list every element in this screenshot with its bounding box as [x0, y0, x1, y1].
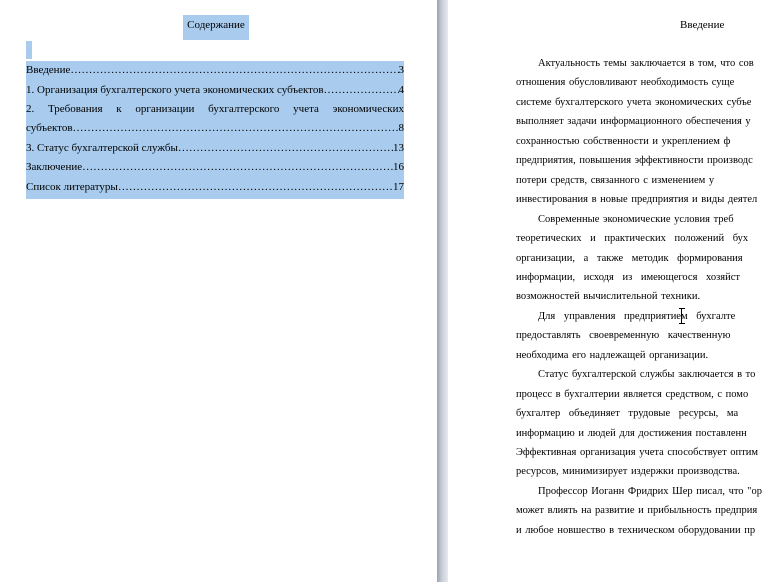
toc-leader — [73, 119, 399, 139]
paragraph-line[interactable]: отношения обусловливают необходимость суще — [516, 77, 735, 89]
toc-page-number: 17 — [393, 181, 404, 193]
paragraph-line[interactable]: Актуальность темы заключается в том, что сов — [538, 58, 754, 69]
toc-entry-text: Заключение — [26, 161, 83, 173]
paragraph-line[interactable]: и любое новшество в техническом оборудовании пр — [516, 524, 756, 536]
toc-entry-text: субъектов — [26, 122, 73, 134]
paragraph-line[interactable]: возможностей вычислительной техники. — [516, 291, 701, 303]
paragraph-line[interactable]: бухгалтер объединяет трудовые ресурсы, ма — [516, 408, 739, 420]
toc-leader — [82, 158, 393, 178]
paragraph-line[interactable]: предприятия, повышения эффективности производс — [516, 155, 753, 167]
paragraph-line[interactable]: системе бухгалтерского учета экономических субъе — [516, 96, 752, 108]
paragraph-line[interactable]: ресурсов, минимизирует издержки производства. — [516, 466, 740, 478]
paragraph-line[interactable]: может влиять на развитие и прибыльность предприя — [516, 505, 758, 517]
paragraph-line[interactable]: теоретических и практических положений бух — [516, 233, 749, 245]
paragraph-line[interactable]: выполняет задачи информационного обеспечения у — [516, 116, 751, 128]
paragraph-line[interactable]: Профессор Иоганн Фридрих Шер писал, что "ор — [538, 485, 762, 497]
toc-leader — [178, 139, 393, 159]
paragraph-line[interactable]: необходима его надлежащей организации. — [516, 349, 709, 361]
toc-entry-introduction[interactable] — [26, 61, 404, 81]
toc-page-number: 16 — [393, 161, 404, 173]
paragraph-line[interactable]: Для управления предприятием бухгалте — [538, 310, 736, 322]
paragraph-line[interactable]: предоставлять своевременную качественную — [516, 330, 731, 342]
toc-entry-text: 2. Требования к организации бухгалтерского учета экономических — [26, 103, 404, 115]
paragraph-line[interactable]: Эффективная организация учета способствует оптим — [516, 447, 758, 458]
toc-entry-chapter-2-line1[interactable] — [26, 100, 404, 120]
toc-entry-conclusion[interactable] — [26, 158, 404, 178]
paragraph-line[interactable]: организации, а также методик формирования — [516, 252, 743, 264]
toc-entry-text: Список литературы — [26, 181, 118, 193]
toc-page-number: 8 — [398, 122, 404, 134]
paragraph-line[interactable]: потери средств, связанного с изменением у — [516, 174, 715, 186]
paragraph-line[interactable]: информации, исходя из имеющегося хозяйст — [516, 271, 740, 283]
toc-entry-text: Введение — [26, 64, 71, 76]
toc-leader — [70, 61, 398, 81]
paragraph-line[interactable]: процесс в бухгалтерии является средством, с помо — [516, 388, 749, 400]
toc-page-number: 4 — [398, 84, 404, 96]
toc-entry-chapter-2-line2[interactable] — [26, 119, 404, 139]
paragraph-line[interactable]: инвестирования в новые предприятия и виды деятел — [516, 194, 758, 206]
toc-leader — [118, 178, 393, 198]
toc-page-number: 13 — [393, 142, 404, 154]
toc-entry-chapter-1[interactable] — [26, 81, 404, 101]
text-cursor-ibeam — [681, 308, 683, 324]
paragraph-line[interactable]: Статус бухгалтерской службы заключается в то — [538, 369, 756, 381]
paragraph-line[interactable]: информацию и людей для достижения поставленн — [516, 427, 747, 439]
toc-entry-chapter-3[interactable] — [26, 139, 404, 159]
page-gutter — [437, 0, 448, 582]
paragraph-line[interactable]: сохранностью собственности и укреплением ф — [516, 135, 731, 147]
toc-title[interactable]: Содержание — [183, 15, 249, 40]
toc-page-number: 3 — [398, 64, 404, 76]
toc-leader — [324, 81, 399, 101]
toc-entry-references[interactable] — [26, 178, 404, 198]
introduction-title[interactable]: Введение — [680, 19, 725, 31]
selection-highlight — [26, 41, 32, 59]
toc-entry-text: 3. Статус бухгалтерской службы — [26, 142, 178, 154]
toc-entry-text: 1. Организация бухгалтерского учета экономических субъектов — [26, 84, 324, 96]
introduction-page — [448, 0, 773, 582]
paragraph-line[interactable]: Современные экономические условия треб — [538, 213, 734, 225]
